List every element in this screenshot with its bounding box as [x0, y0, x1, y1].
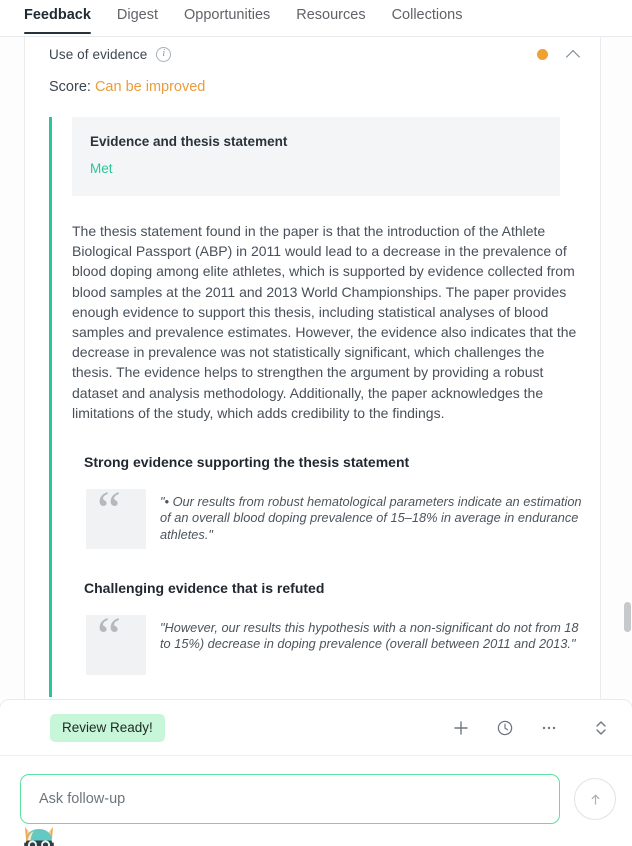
quote-mark-icon: “	[86, 615, 146, 675]
tab-bar	[0, 0, 632, 37]
history-button[interactable]	[490, 713, 520, 743]
tab-collections[interactable]: Collections	[392, 0, 463, 34]
arrow-up-icon	[587, 791, 604, 808]
section-heading-strong-evidence: Strong evidence supporting the thesis statement	[84, 454, 410, 471]
composer	[0, 699, 632, 846]
section-heading-challenging-evidence: Challenging evidence that is refuted	[84, 580, 325, 597]
score-row	[25, 71, 600, 97]
add-attachment-button[interactable]	[446, 713, 476, 743]
tab-feedback[interactable]: Feedback	[24, 0, 91, 34]
scrollbar[interactable]	[623, 37, 631, 699]
evidence-card	[24, 37, 601, 699]
status-badge	[537, 49, 548, 60]
info-icon[interactable]: i	[156, 47, 171, 62]
evidence-body	[49, 117, 600, 697]
quote-mark-icon: “	[86, 489, 146, 549]
quote-block-strong-evidence	[86, 480, 584, 549]
criterion-title: Evidence and thesis statement	[90, 134, 288, 149]
quote-text: "• Our results from robust hematological parameters indicate an estimation of an overall blood doping prevalence of 15–18% in average in endurance athletes."	[160, 494, 582, 542]
chevron-up-icon[interactable]	[566, 46, 582, 62]
plus-icon	[452, 719, 470, 737]
criterion-box	[72, 117, 560, 196]
expand-collapse-button[interactable]	[586, 713, 616, 743]
quote-block-challenging-evidence	[86, 606, 584, 675]
score-label: Score:	[49, 79, 91, 95]
composer-input-row	[0, 756, 632, 846]
evidence-summary-paragraph: The thesis statement found in the paper is that the introduction of the Athlete Biological Passport (ABP) in 2011 would lead to a decrease in the prevalence of blood doping among elite athletes, which is supported by evidence collected from blood samples at the 2011 and 2013 World Championships. The paper provides enough evidence to support this thesis, including statistical analyses of blood samples and prevalence estimates. However, the evidence also indicates that the decrease in prevalence was not statistically significant, which challenges the thesis. The evidence helps to strengthen the argument by providing a robust dataset and analysis methodology. Additionally, the paper acknowledges the limitations of the study, which adds credibility to the findings.	[72, 223, 577, 421]
send-button[interactable]	[574, 778, 616, 820]
more-options-button[interactable]	[534, 713, 564, 743]
composer-toolbar	[0, 700, 632, 756]
feedback-scroll-area	[0, 37, 632, 699]
criterion-status: Met	[90, 161, 113, 176]
evidence-card-header[interactable]	[25, 37, 600, 71]
tab-digest[interactable]: Digest	[117, 0, 158, 34]
clock-icon	[496, 719, 514, 737]
score-value: Can be improved	[94, 79, 206, 95]
review-ready-badge: Review Ready!	[50, 714, 165, 742]
ellipsis-icon	[540, 719, 558, 737]
tab-resources[interactable]: Resources	[296, 0, 365, 34]
scrollbar-thumb[interactable]	[624, 602, 631, 632]
page-title: Use of evidence	[49, 46, 148, 62]
tab-opportunities[interactable]: Opportunities	[184, 0, 270, 34]
ask-follow-up-input[interactable]	[20, 774, 560, 824]
chevron-up-down-icon	[592, 718, 610, 738]
quote-text: "However, our results this hypothesis with a non-significant do not from 18 to 15%) decrease in doping prevalence (overall between 2011 and 2013."	[160, 620, 579, 652]
